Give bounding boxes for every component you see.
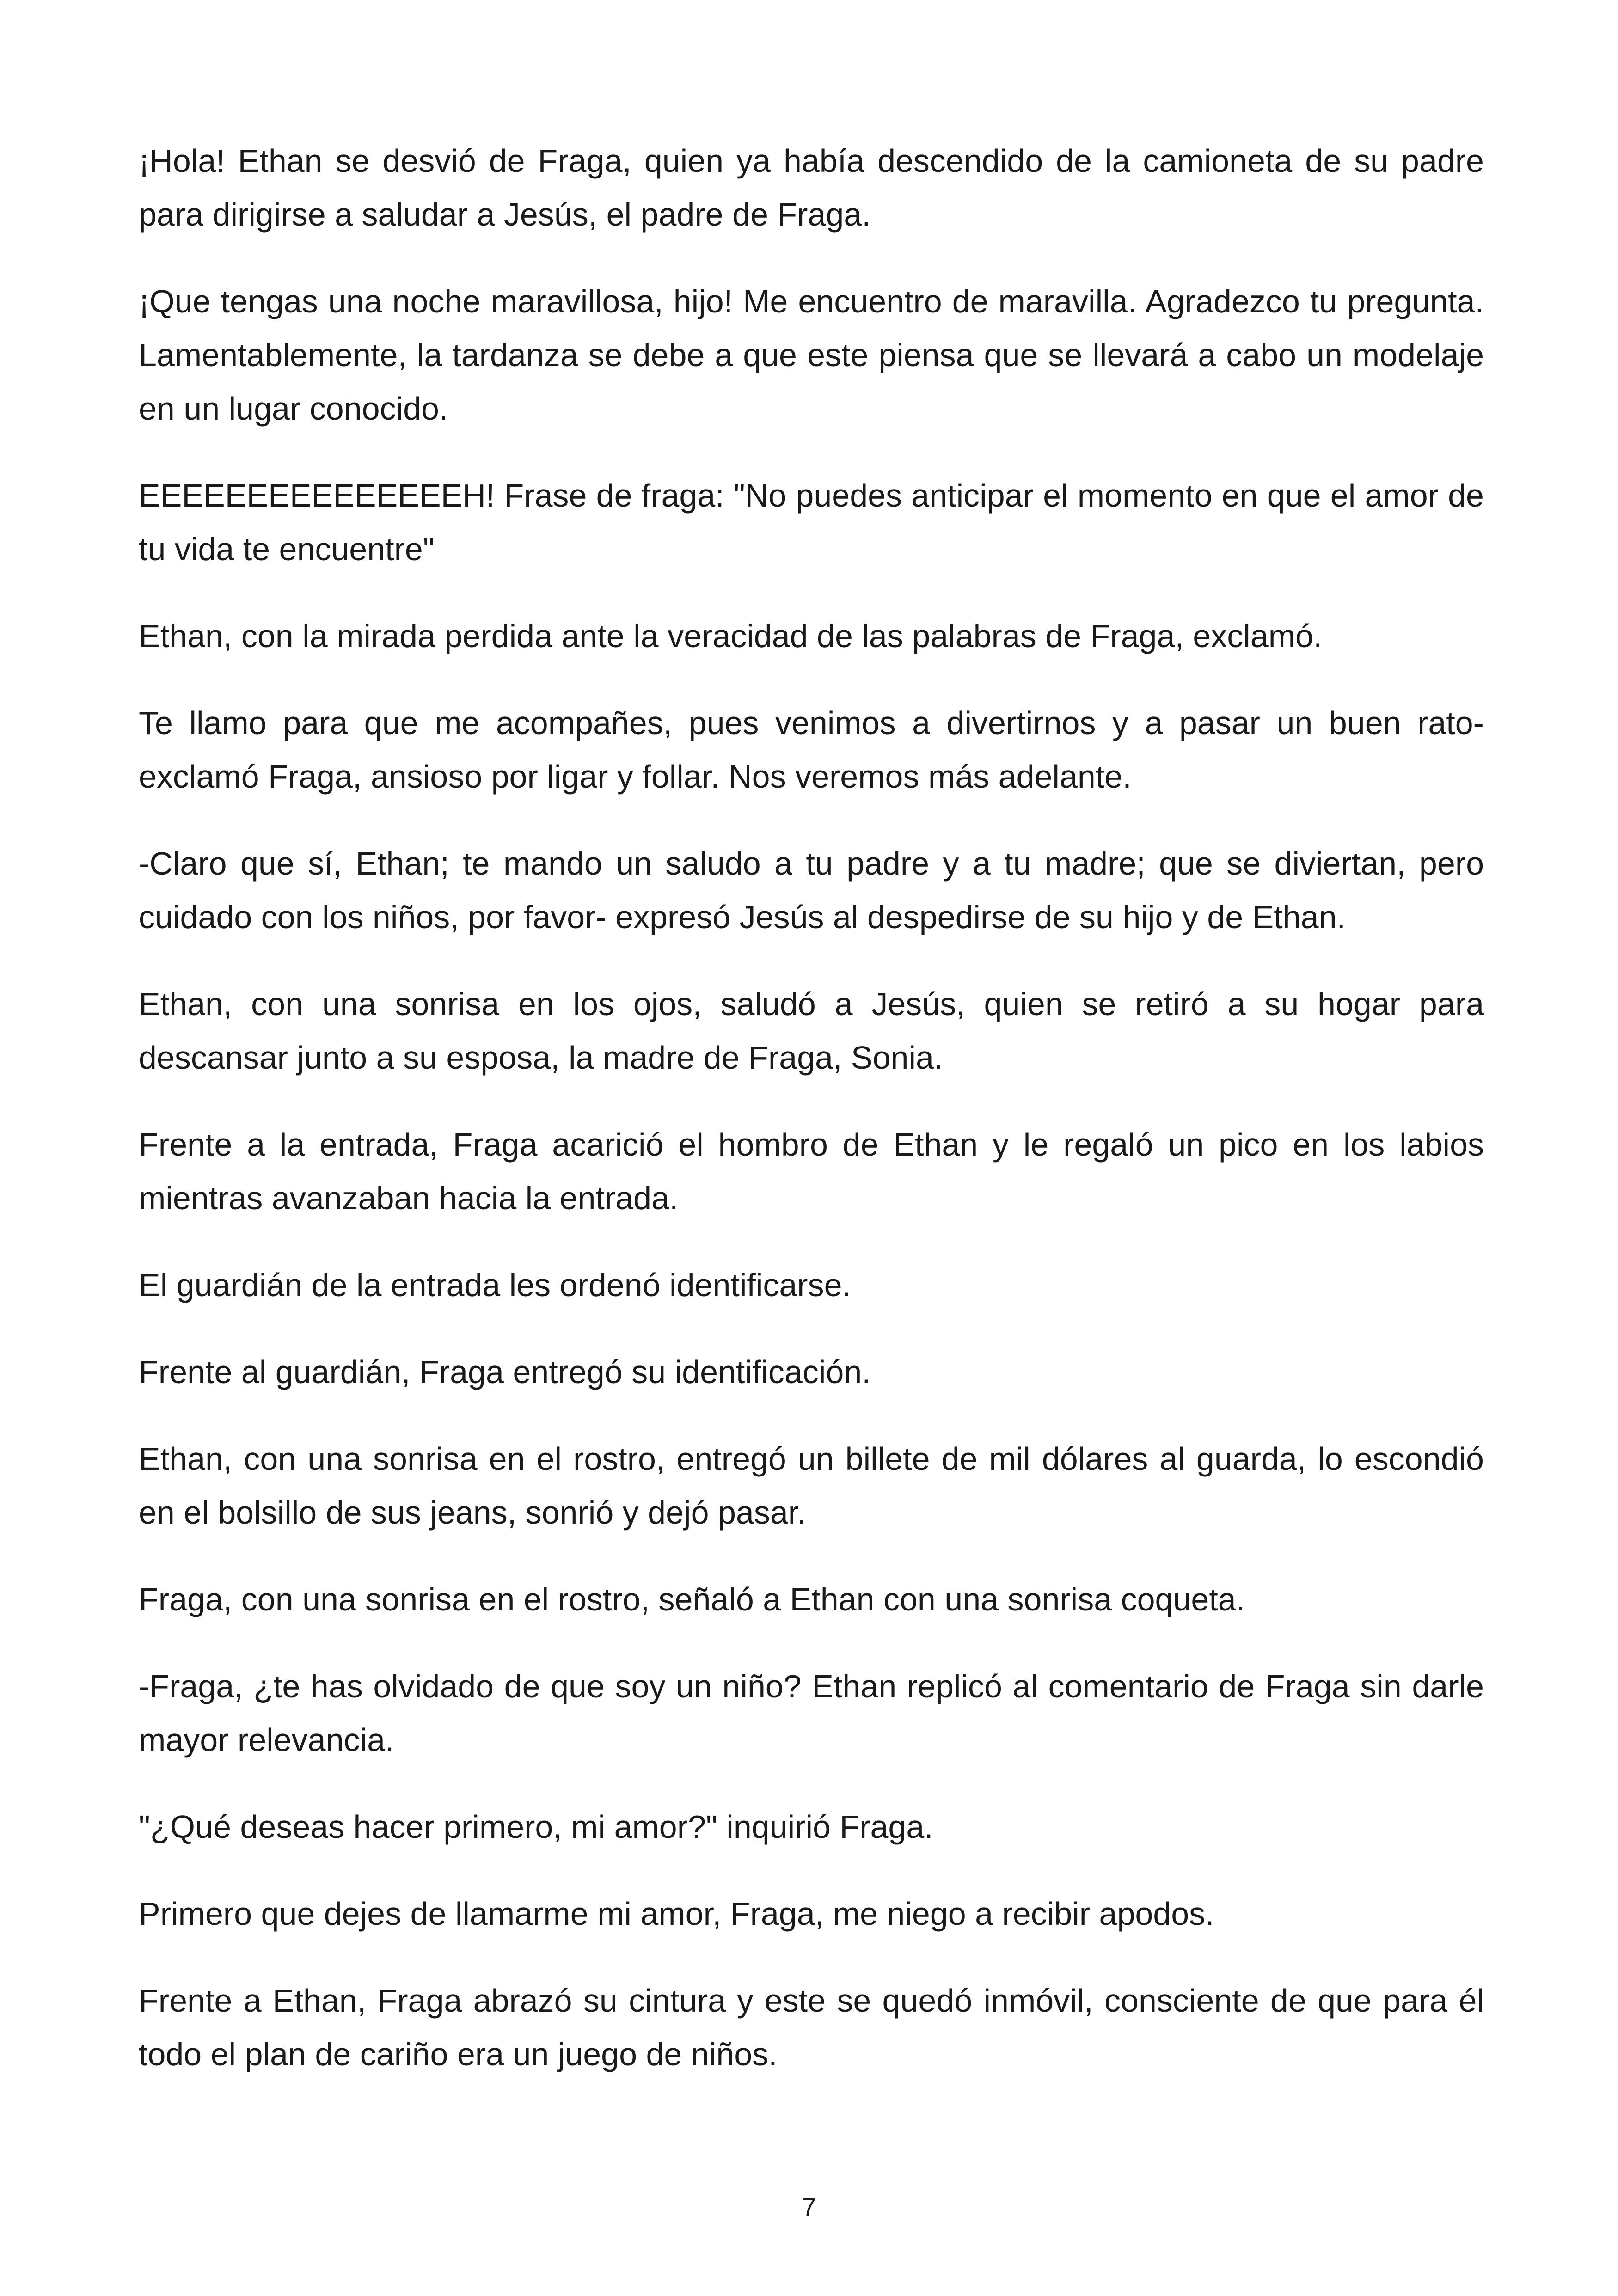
paragraph: Primero que dejes de llamarme mi amor, Fraga, me niego a recibir apodos. — [139, 1896, 1214, 1932]
paragraph: Fraga, con una sonrisa en el rostro, señaló a Ethan con una sonrisa coqueta. — [139, 1581, 1245, 1617]
paragraph: ¡Hola! Ethan se desvió de Fraga, quien ya había descendido de la camioneta de su padre para dirigirse a saludar a Jesús, el padre de Fraga. — [139, 143, 1484, 233]
paragraph: Ethan, con una sonrisa en los ojos, saludó a Jesús, quien se retiró a su hogar para descansar junto a su esposa, la madre de Fraga, Sonia. — [139, 986, 1484, 1076]
paragraph: Te llamo para que me acompañes, pues venimos a divertirnos y a pasar un buen rato- exclamó Fraga, ansioso por ligar y follar. Nos veremos más adelante. — [139, 705, 1484, 795]
paragraph: El guardián de la entrada les ordenó identificarse. — [139, 1267, 851, 1303]
paragraph: EEEEEEEEEEEEEEEH! Frase de fraga: "No puedes anticipar el momento en que el amor de tu vida te encuentre" — [139, 478, 1484, 567]
paragraph: ¡Que tengas una noche maravillosa, hijo! Me encuentro de maravilla. Agradezco tu pregunta. Lamentablemente, la tardanza se debe a que este piensa que se llevará a cabo un modelaje en un lugar conocido. — [139, 283, 1484, 427]
paragraph: Frente a la entrada, Fraga acarició el hombro de Ethan y le regaló un pico en los labios mientras avanzaban hacia la entrada. — [139, 1127, 1484, 1216]
paragraph: Frente a Ethan, Fraga abrazó su cintura y este se quedó inmóvil, consciente de que para él todo el plan de cariño era un juego de niños. — [139, 1983, 1484, 2072]
paragraph: "¿Qué deseas hacer primero, mi amor?" inquirió Fraga. — [139, 1809, 933, 1845]
paragraph: -Fraga, ¿te has olvidado de que soy un niño? Ethan replicó al comentario de Fraga sin darle mayor relevancia. — [139, 1668, 1484, 1758]
body-text — [139, 134, 1484, 2114]
paragraph: Frente al guardián, Fraga entregó su identificación. — [139, 1354, 871, 1390]
paragraph: -Claro que sí, Ethan; te mando un saludo a tu padre y a tu madre; que se diviertan, pero cuidado con los niños, por favor- expresó Jesús al despedirse de su hijo y de Ethan. — [139, 845, 1484, 935]
page-number: 7 — [802, 2193, 816, 2221]
paragraph: Ethan, con una sonrisa en el rostro, entregó un billete de mil dólares al guarda, lo escondió en el bolsillo de sus jeans, sonrió y dejó pasar. — [139, 1441, 1484, 1531]
paragraph: Ethan, con la mirada perdida ante la veracidad de las palabras de Fraga, exclamó. — [139, 618, 1323, 654]
